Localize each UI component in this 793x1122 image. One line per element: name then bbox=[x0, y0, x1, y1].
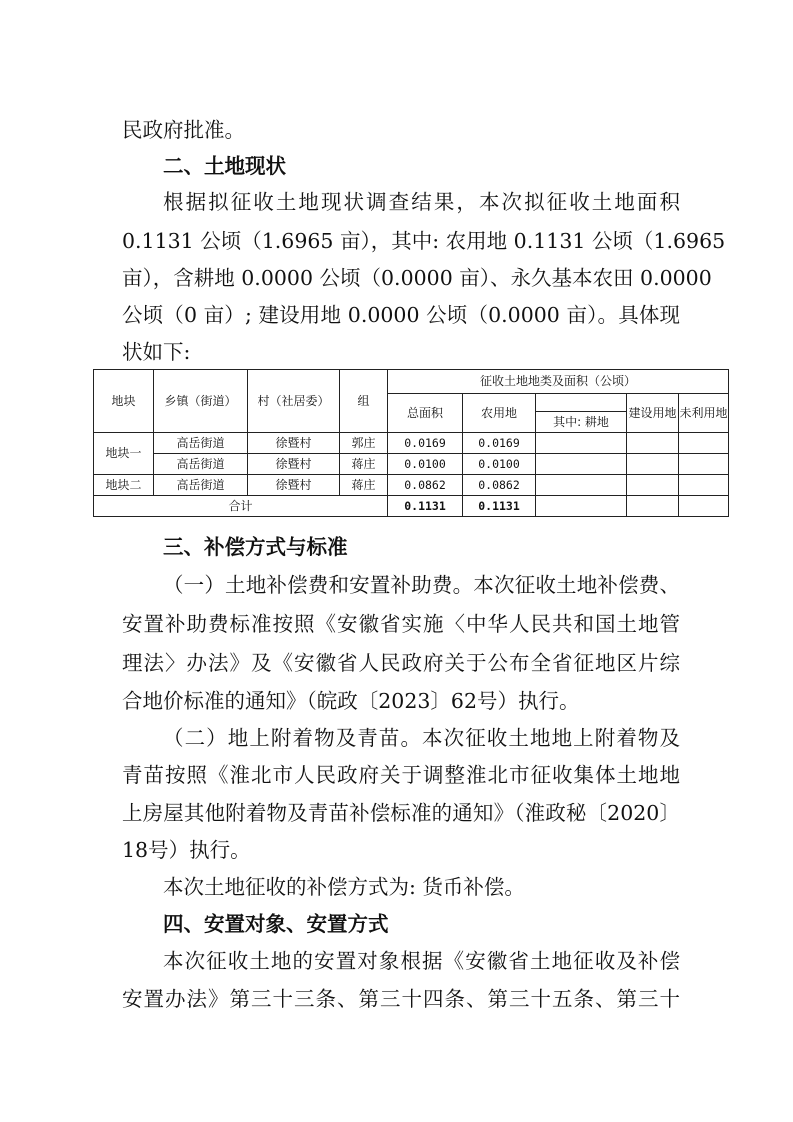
paragraph-line: （二）地上附着物及青苗。本次征收土地地上附着物及 bbox=[163, 726, 680, 750]
total-agri: 0.1131 bbox=[463, 496, 536, 517]
paragraph-line: 亩），含耕地 0.0000 公顷（0.0000 亩）、永久基本农田 0.0000 bbox=[122, 266, 712, 290]
header-plot: 地块 bbox=[94, 370, 154, 433]
paragraph-line: 根据拟征收土地现状调查结果，本次拟征收土地面积 bbox=[163, 190, 680, 214]
cell-agri: 0.0169 bbox=[463, 433, 536, 454]
cell-empty bbox=[536, 454, 627, 475]
land-status-table bbox=[93, 369, 729, 517]
cell-agri: 0.0862 bbox=[463, 475, 536, 496]
cell-empty bbox=[679, 475, 729, 496]
cell-empty bbox=[536, 433, 627, 454]
header-blank bbox=[536, 394, 627, 412]
table-header-row bbox=[94, 370, 729, 394]
paragraph-line: 民政府批准。 bbox=[122, 118, 245, 142]
cell-empty bbox=[679, 433, 729, 454]
cell-village: 徐暨村 bbox=[248, 454, 340, 475]
cell-total: 0.0169 bbox=[388, 433, 463, 454]
cell-township: 高岳街道 bbox=[154, 433, 248, 454]
header-village: 村（社居委） bbox=[248, 370, 340, 433]
header-unused: 未利用地 bbox=[679, 394, 729, 433]
cell-village: 徐暨村 bbox=[248, 433, 340, 454]
paragraph-line: 理法〉办法》及《安徽省人民政府关于公布全省征地区片综 bbox=[122, 651, 680, 675]
cell-empty bbox=[536, 475, 627, 496]
cell-empty bbox=[679, 496, 729, 517]
cell-township: 高岳街道 bbox=[154, 475, 248, 496]
header-total: 总面积 bbox=[388, 394, 463, 433]
header-township: 乡镇（街道） bbox=[154, 370, 248, 433]
cell-village: 徐暨村 bbox=[248, 475, 340, 496]
paragraph-line: 上房屋其他附着物及青苗补偿标准的通知》（淮政秘〔2020〕 bbox=[122, 801, 680, 825]
cell-empty bbox=[627, 433, 679, 454]
cell-group: 郭庄 bbox=[340, 433, 388, 454]
paragraph-line: 安置办法》第三十三条、第三十四条、第三十五条、第三十 bbox=[122, 987, 680, 1011]
table-row bbox=[94, 454, 729, 475]
cell-township: 高岳街道 bbox=[154, 454, 248, 475]
cell-group: 蒋庄 bbox=[340, 454, 388, 475]
section-heading-compensation: 三、补偿方式与标准 bbox=[163, 535, 348, 559]
paragraph-line: 公顷（0 亩）; 建设用地 0.0000 公顷（0.0000 亩）。具体现 bbox=[122, 303, 680, 327]
paragraph-line: 合地价标准的通知》（皖政〔2023〕62号）执行。 bbox=[122, 689, 580, 713]
total-label: 合计 bbox=[94, 496, 388, 517]
header-area-group: 征收土地地类及面积（公顷） bbox=[388, 370, 729, 394]
cell-empty bbox=[536, 496, 627, 517]
header-arable: 其中: 耕地 bbox=[536, 412, 627, 433]
cell-group: 蒋庄 bbox=[340, 475, 388, 496]
header-agri: 农用地 bbox=[463, 394, 536, 433]
paragraph-line: 本次土地征收的补偿方式为: 货币补偿。 bbox=[163, 875, 525, 899]
cell-plot: 地块二 bbox=[94, 475, 154, 496]
paragraph-line: 安置补助费标准按照《安徽省实施〈中华人民共和国土地管 bbox=[122, 612, 680, 636]
cell-empty bbox=[627, 496, 679, 517]
table-total-row bbox=[94, 496, 729, 517]
table-row bbox=[94, 433, 729, 454]
cell-total: 0.0100 bbox=[388, 454, 463, 475]
cell-agri: 0.0100 bbox=[463, 454, 536, 475]
header-group: 组 bbox=[340, 370, 388, 433]
paragraph-line: 青苗按照《淮北市人民政府关于调整淮北市征收集体土地地 bbox=[122, 763, 680, 787]
cell-empty bbox=[679, 454, 729, 475]
paragraph-line: （一）土地补偿费和安置补助费。本次征收土地补偿费、 bbox=[163, 573, 680, 597]
paragraph-line: 本次征收土地的安置对象根据《安徽省土地征收及补偿 bbox=[163, 949, 680, 973]
paragraph-line: 状如下: bbox=[122, 340, 191, 364]
cell-empty bbox=[627, 454, 679, 475]
table-row bbox=[94, 475, 729, 496]
paragraph-line: 18号）执行。 bbox=[122, 838, 251, 862]
cell-empty bbox=[627, 475, 679, 496]
paragraph-line: 0.1131 公顷（1.6965 亩），其中: 农用地 0.1131 公顷（1.6965 bbox=[122, 229, 726, 253]
cell-total: 0.0862 bbox=[388, 475, 463, 496]
header-construction: 建设用地 bbox=[627, 394, 679, 433]
section-heading-resettlement: 四、安置对象、安置方式 bbox=[163, 912, 389, 936]
cell-plot: 地块一 bbox=[94, 433, 154, 475]
section-heading-land-status: 二、土地现状 bbox=[163, 154, 286, 178]
total-area: 0.1131 bbox=[388, 496, 463, 517]
